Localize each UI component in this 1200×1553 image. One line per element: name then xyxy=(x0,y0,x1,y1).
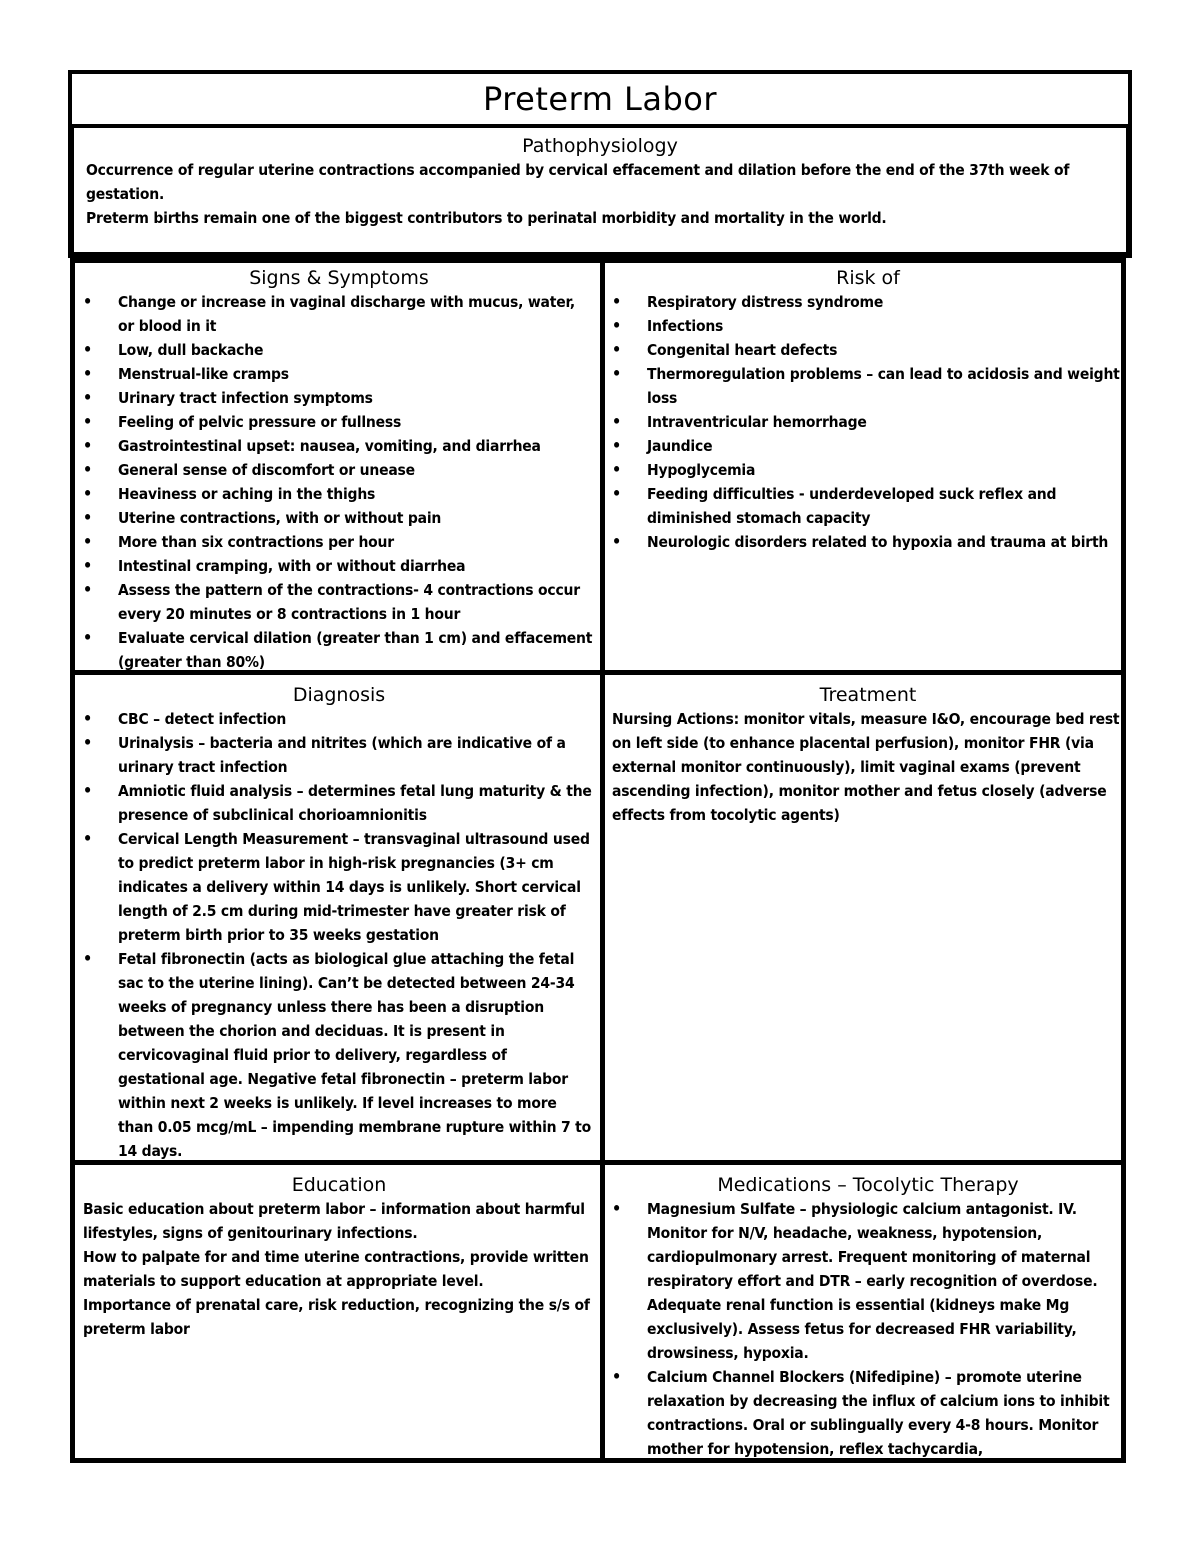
list-item xyxy=(83,530,595,554)
bullet-icon: • xyxy=(83,949,93,968)
list-item xyxy=(83,362,595,386)
list-item-text: Amniotic fluid analysis – determines fetal lung maturity & the presence of subclinical chorioamnionitis xyxy=(118,782,592,824)
list-item-text: Intestinal cramping, with or without diarrhea xyxy=(118,557,466,575)
bullet-icon: • xyxy=(612,1199,622,1218)
bullet-icon: • xyxy=(83,340,93,359)
list-item-text: Intraventricular hemorrhage xyxy=(647,413,867,431)
list-item-text: More than six contractions per hour xyxy=(118,533,394,551)
list-item xyxy=(83,386,595,410)
list-item xyxy=(612,410,1124,434)
diagnosis-heading: Diagnosis xyxy=(292,684,386,706)
list-item xyxy=(612,362,1124,410)
bullet-icon: • xyxy=(612,316,622,335)
bullet-icon: • xyxy=(612,292,622,311)
education-paragraph: Importance of prenatal care, risk reduction, recognizing the s/s of preterm labor xyxy=(83,1296,590,1338)
pathophysiology-paragraph: Preterm births remain one of the biggest contributors to perinatal morbidity and mortality in the world. xyxy=(86,209,887,227)
content-grid xyxy=(70,258,1126,1463)
list-item-text: General sense of discomfort or unease xyxy=(118,461,415,479)
list-item-text: Calcium Channel Blockers (Nifedipine) – promote uterine relaxation by decreasing the influx of calcium ions to inhibit contractions. Oral or sublingually every 4-8 hours. Monitor mother for hypotension, reflex tachycardia, xyxy=(647,1368,1110,1458)
list-item xyxy=(83,506,595,530)
bullet-icon: • xyxy=(83,532,93,551)
signs-list xyxy=(83,290,595,670)
list-item xyxy=(612,530,1124,554)
bullet-icon: • xyxy=(83,292,93,311)
bullet-icon: • xyxy=(83,436,93,455)
list-item xyxy=(83,779,595,827)
list-item-text: Urinalysis – bacteria and nitrites (which are indicative of a urinary tract infection xyxy=(118,734,566,776)
bullet-icon: • xyxy=(612,1367,622,1386)
treatment-text: Nursing Actions: monitor vitals, measure I&O, encourage bed rest on left side (to enhance placental perfusion), monitor FHR (via external monitor continuously), limit vaginal exams (prevent ascending infection), monitor mother and fetus closely (adverse effects from tocolytic agents) xyxy=(612,710,1120,824)
bullet-icon: • xyxy=(83,484,93,503)
list-item-text: Hypoglycemia xyxy=(647,461,756,479)
list-item-text: Change or increase in vaginal discharge with mucus, water, or blood in it xyxy=(118,293,575,335)
bullet-icon: • xyxy=(83,364,93,383)
list-item xyxy=(83,578,595,626)
page-title: Preterm Labor xyxy=(482,80,718,118)
pathophysiology-body xyxy=(74,158,1126,230)
list-item xyxy=(612,314,1124,338)
medications-heading: Medications – Tocolytic Therapy xyxy=(717,1174,1019,1196)
bullet-icon: • xyxy=(83,556,93,575)
bullet-icon: • xyxy=(83,460,93,479)
bullet-icon: • xyxy=(83,412,93,431)
list-item xyxy=(83,482,595,506)
list-item xyxy=(83,458,595,482)
pathophysiology-section xyxy=(68,128,1132,258)
list-item xyxy=(83,410,595,434)
pathophysiology-paragraph: Occurrence of regular uterine contractions accompanied by cervical effacement and dilation before the end of the 37th week of gestation. xyxy=(86,161,1070,203)
treatment-section xyxy=(612,683,1124,1160)
list-item-text: Evaluate cervical dilation (greater than 1 cm) and effacement (greater than 80%) xyxy=(118,629,593,670)
list-item xyxy=(83,434,595,458)
row-divider xyxy=(75,1160,1121,1165)
diagnosis-section xyxy=(83,683,595,1160)
list-item-text: Respiratory distress syndrome xyxy=(647,293,884,311)
list-item-text: Low, dull backache xyxy=(118,341,264,359)
bullet-icon: • xyxy=(83,628,93,647)
list-item-text: CBC – detect infection xyxy=(118,710,287,728)
signs-heading: Signs & Symptoms xyxy=(249,267,429,289)
list-item xyxy=(83,947,595,1160)
risk-list xyxy=(612,290,1124,554)
bullet-icon: • xyxy=(612,460,622,479)
list-item-text: Congenital heart defects xyxy=(647,341,838,359)
education-heading: Education xyxy=(291,1174,387,1196)
list-item-text: Jaundice xyxy=(647,437,713,455)
list-item xyxy=(612,458,1124,482)
bullet-icon: • xyxy=(83,781,93,800)
list-item-text: Menstrual-like cramps xyxy=(118,365,289,383)
list-item-text: Assess the pattern of the contractions- 4 contractions occur every 20 minutes or 8 contractions in 1 hour xyxy=(118,581,580,623)
column-divider xyxy=(600,263,605,1458)
list-item-text: Feeling of pelvic pressure or fullness xyxy=(118,413,402,431)
list-item xyxy=(83,338,595,362)
list-item xyxy=(612,482,1124,530)
education-paragraph: How to palpate for and time uterine contractions, provide written materials to support education at appropriate level. xyxy=(83,1248,589,1290)
list-item-text: Uterine contractions, with or without pain xyxy=(118,509,442,527)
list-item-text: Gastrointestinal upset: nausea, vomiting, and diarrhea xyxy=(118,437,541,455)
bullet-icon: • xyxy=(612,532,622,551)
list-item xyxy=(83,290,595,338)
list-item-text: Infections xyxy=(647,317,724,335)
bullet-icon: • xyxy=(83,388,93,407)
bullet-icon: • xyxy=(612,484,622,503)
list-item xyxy=(83,731,595,779)
risk-section xyxy=(612,266,1124,670)
list-item xyxy=(612,338,1124,362)
diagnosis-list xyxy=(83,707,595,1160)
list-item-text: Neurologic disorders related to hypoxia and trauma at birth xyxy=(647,533,1109,551)
bullet-icon: • xyxy=(83,580,93,599)
bullet-icon: • xyxy=(612,340,622,359)
list-item xyxy=(612,1197,1124,1365)
signs-section xyxy=(83,266,595,670)
list-item-text: Feeding difficulties - underdeveloped suck reflex and diminished stomach capacity xyxy=(647,485,1057,527)
bullet-icon: • xyxy=(83,508,93,527)
title-box xyxy=(68,70,1132,128)
bullet-icon: • xyxy=(612,412,622,431)
list-item-text: Urinary tract infection symptoms xyxy=(118,389,373,407)
bullet-icon: • xyxy=(83,709,93,728)
list-item-text: Thermoregulation problems – can lead to acidosis and weight loss xyxy=(647,365,1120,407)
list-item xyxy=(612,1365,1124,1460)
row-divider xyxy=(75,670,1121,675)
bullet-icon: • xyxy=(612,436,622,455)
list-item-text: Magnesium Sulfate – physiologic calcium antagonist. IV. Monitor for N/V, headache, weakness, hypotension, cardiopulmonary arrest. Frequent monitoring of maternal respiratory effort and DTR – early recognition of overdose. Adequate renal function is essential (kidneys make Mg exclusively). Assess fetus for decreased FHR variability, drowsiness, hypoxia. xyxy=(647,1200,1098,1362)
list-item xyxy=(83,707,595,731)
bullet-icon: • xyxy=(612,364,622,383)
list-item xyxy=(83,554,595,578)
treatment-heading: Treatment xyxy=(819,684,917,706)
medications-section xyxy=(612,1173,1124,1460)
education-paragraph: Basic education about preterm labor – information about harmful lifestyles, signs of genitourinary infections. xyxy=(83,1200,585,1242)
bullet-icon: • xyxy=(83,733,93,752)
pathophysiology-heading: Pathophysiology xyxy=(522,135,678,157)
list-item xyxy=(83,827,595,947)
list-item-text: Fetal fibronectin (acts as biological glue attaching the fetal sac to the uterine lining). Can’t be detected between 24-34 weeks of pregnancy unless there has been a disruption between the chorion and deciduas. It is present in cervicovaginal fluid prior to delivery, regardless of gestational age. Negative fetal fibronectin – preterm labor within next 2 weeks is unlikely. If level increases to more than 0.05 mcg/mL – impending membrane rupture within 7 to 14 days. xyxy=(118,950,592,1160)
list-item xyxy=(83,626,595,670)
list-item xyxy=(612,290,1124,314)
list-item-text: Cervical Length Measurement – transvaginal ultrasound used to predict preterm labor in high-risk pregnancies (3+ cm indicates a delivery within 14 days is unlikely. Short cervical length of 2.5 cm during mid-trimester have greater risk of preterm birth prior to 35 weeks gestation xyxy=(118,830,590,944)
list-item-text: Heaviness or aching in the thighs xyxy=(118,485,376,503)
education-body xyxy=(83,1197,595,1341)
risk-heading: Risk of xyxy=(836,267,900,289)
education-section xyxy=(83,1173,595,1460)
bullet-icon: • xyxy=(83,829,93,848)
list-item xyxy=(612,434,1124,458)
medications-list xyxy=(612,1197,1124,1460)
